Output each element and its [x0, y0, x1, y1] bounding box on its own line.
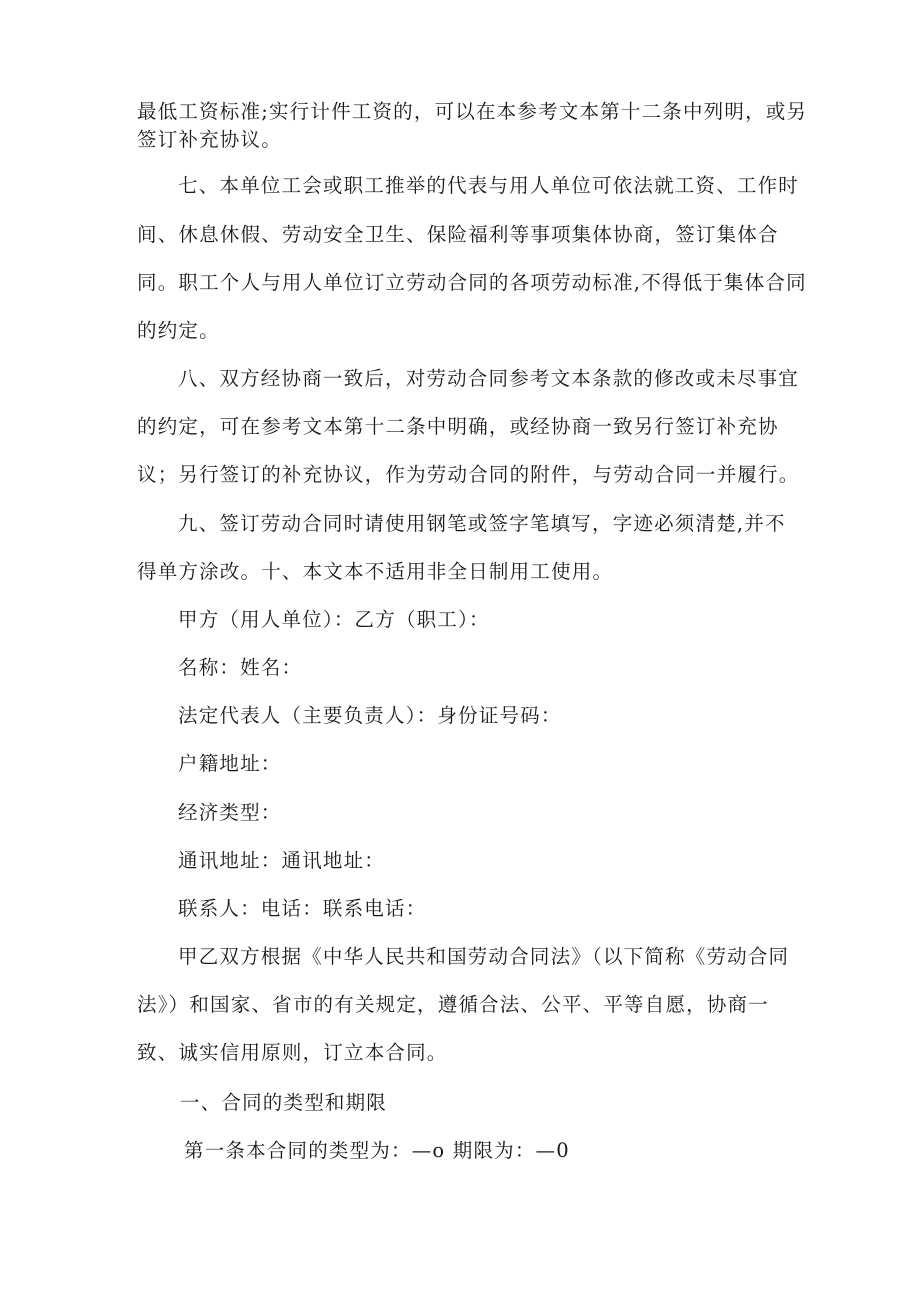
section-heading: 一、合同的类型和期限: [180, 1091, 388, 1114]
text-line: 签订补充协议。: [137, 128, 282, 151]
representative-field-line: 法定代表人（主要负责人）：身份证号码：: [178, 704, 562, 727]
text-line: 间、休息休假、劳动安全卫生、保险福利等事项集体协商，签订集体合: [137, 223, 779, 246]
party-header-line: 甲方（用人单位）：乙方（职工）：: [178, 608, 490, 631]
text-line: 甲乙双方根据《中华人民共和国劳动合同法》（以下简称《劳动合同: [178, 945, 790, 968]
name-field-line: 名称：姓名：: [178, 656, 303, 679]
economic-type-field-line: 经济类型：: [178, 801, 282, 824]
text-line: 同。职工个人与用人单位订立劳动合同的各项劳动标准,不得低于集体合同: [137, 271, 807, 294]
text-line: 致、诚实信用原则，订立本合同。: [137, 1041, 448, 1064]
household-address-field-line: 户籍地址：: [178, 752, 282, 775]
mailing-address-field-line: 通讯地址：通讯地址：: [178, 849, 386, 872]
text-line: 的约定，可在参考文本第十二条中明确，或经协商一致另行签订补充协: [137, 415, 779, 438]
text-line: 得单方涂改。十、本文本不适用非全日制用工使用。: [137, 560, 614, 583]
text-line: 七、本单位工会或职工推举的代表与用人单位可依法就工资、工作时: [178, 174, 800, 197]
text-line: 的约定。: [137, 319, 220, 342]
text-line: 议；另行签订的补充协议，作为劳动合同的附件，与劳动合同一并履行。: [137, 463, 800, 486]
article-line: 第一条本合同的类型为：—o 期限为：—0: [184, 1139, 570, 1162]
text-line: 八、双方经协商一致后，对劳动合同参考文本条款的修改或未尽事宜: [178, 367, 800, 390]
text-line: 最低工资标准;实行计件工资的，可以在本参考文本第十二条中列明，或另: [137, 100, 808, 123]
text-line: 法》）和国家、省市的有关规定，遵循合法、公平、平等自愿，协商一: [137, 993, 769, 1016]
contact-field-line: 联系人：电话：联系电话：: [178, 897, 427, 920]
text-line: 九、签订劳动合同时请使用钢笔或签字笔填写，字迹必须清楚,并不: [178, 512, 786, 535]
